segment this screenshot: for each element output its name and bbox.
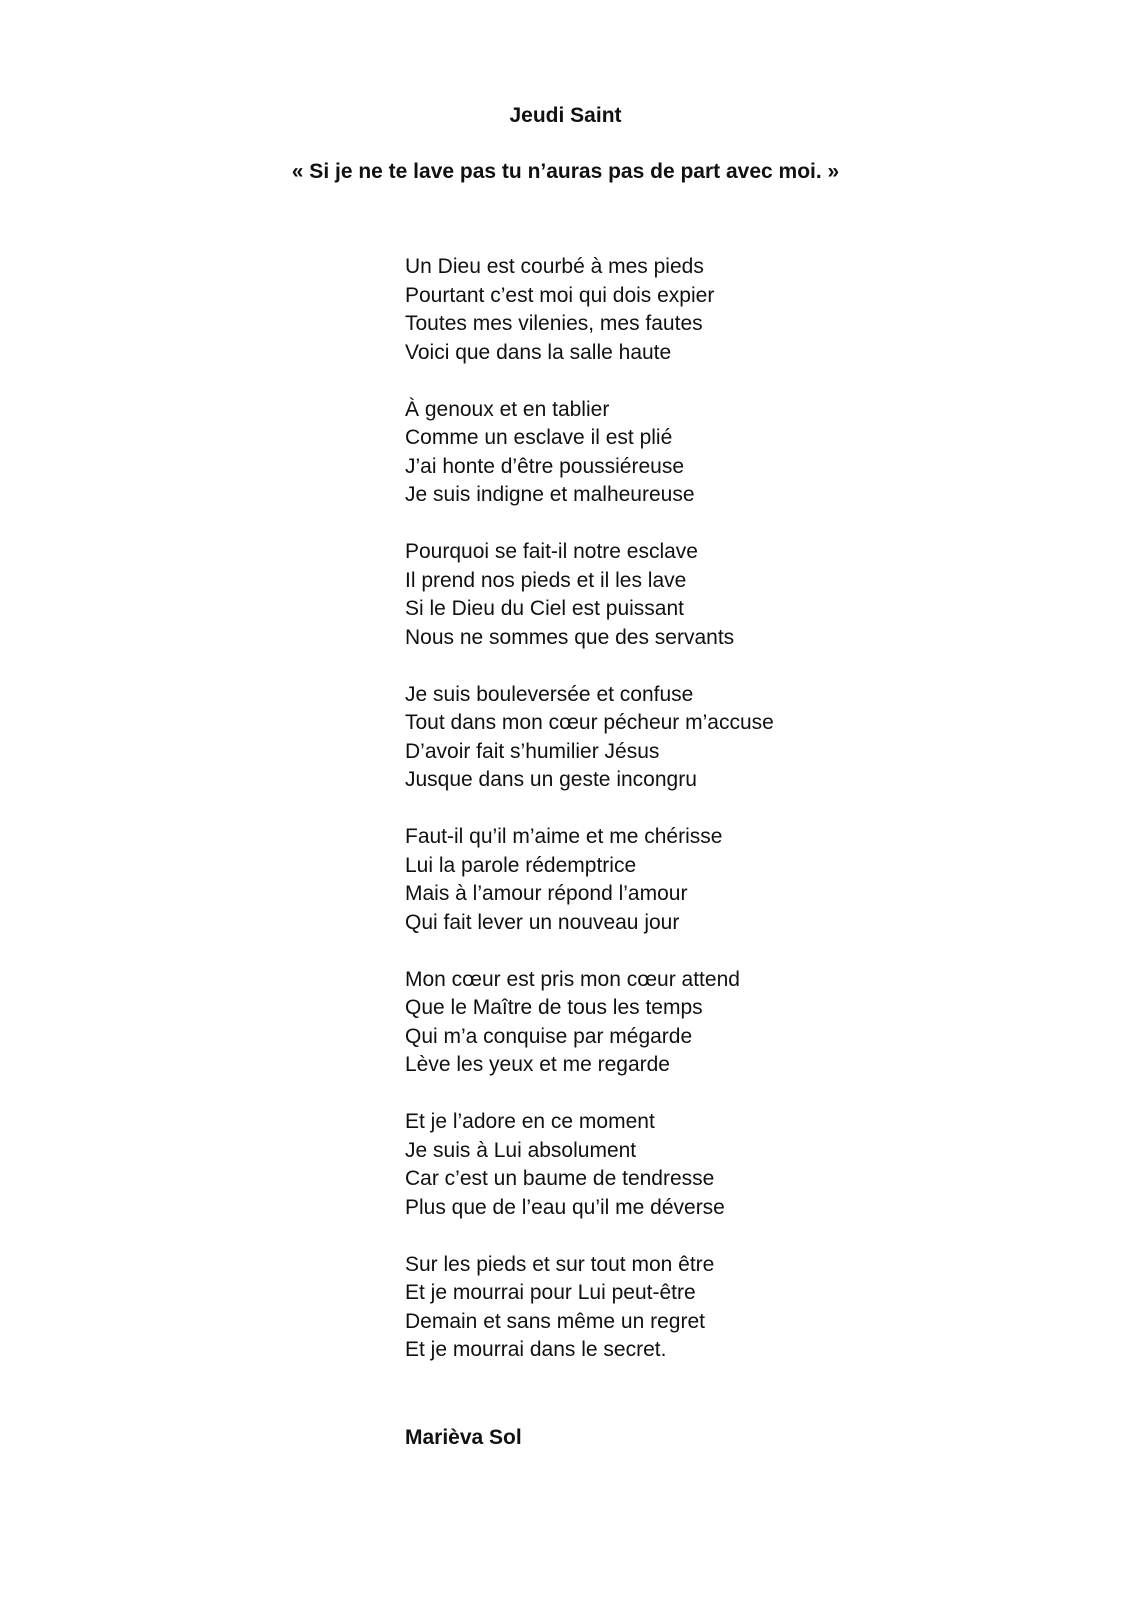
verse-line: Demain et sans même un regret [405,1309,705,1333]
stanza [405,396,1045,510]
verse-line: Et je mourrai dans le secret. [405,1338,667,1361]
verse-line: Faut-il qu’il m’aime et me chérisse [405,825,723,848]
verse-line: Je suis indigne et malheureuse [405,483,695,506]
stanza [405,823,1045,937]
verse-line: Jusque dans un geste incongru [405,768,697,791]
stanza [405,966,1045,1080]
verse-line: Il prend nos pieds et il les lave [405,568,687,592]
author-signature: Marièva Sol [405,1426,522,1449]
verse-line: D’avoir fait s’humilier Jésus [405,739,660,763]
verse-line: Je suis bouleversée et confuse [405,682,694,706]
verse-line: Qui fait lever un nouveau jour [405,910,680,934]
stanza [405,1251,1045,1365]
verse-line: Car c’est un baume de tendresse [405,1167,715,1190]
verse-line: Je suis à Lui absolument [405,1138,637,1162]
verse-line: Comme un esclave il est plié [405,426,673,449]
verse-line: Et je l’adore en ce moment [405,1110,655,1133]
stanza [405,1108,1045,1222]
verse-line: Lui la parole rédemptrice [405,853,637,877]
verse-line: Qui m’a conquise par mégarde [405,1024,693,1048]
stanza [405,538,1045,652]
verse-line: J’ai honte d’être poussiéreuse [405,454,685,478]
verse-line: Plus que de l’eau qu’il me déverse [405,1195,725,1219]
poem-title: Jeudi Saint [509,104,622,127]
verse-line: Pourquoi se fait-il notre esclave [405,540,698,563]
verse-line: Toutes mes vilenies, mes fautes [405,312,703,335]
verse-line: Nous ne sommes que des servants [405,625,735,649]
verse-line: Et je mourrai pour Lui peut-être [405,1281,696,1304]
verse-line: Mais à l’amour répond l’amour [405,882,688,905]
verse-line: Voici que dans la salle haute [405,340,672,364]
verse-line: Sur les pieds et sur tout mon être [405,1252,715,1276]
stanza [405,253,1045,367]
verse-line: Si le Dieu du Ciel est puissant [405,597,684,620]
verse-line: Mon cœur est pris mon cœur attend [405,967,740,991]
verse-line: Pourtant c’est moi qui dois expier [405,283,715,307]
poem-body [405,253,1045,1393]
verse-line: Que le Maître de tous les temps [405,996,703,1019]
verse-line: À genoux et en tablier [405,397,610,421]
epigraph: « Si je ne te lave pas tu n’auras pas de part avec moi. » [291,160,840,183]
stanza [405,681,1045,795]
verse-line: Lève les yeux et me regarde [405,1053,670,1076]
verse-line: Tout dans mon cœur pécheur m’accuse [405,711,774,734]
verse-line: Un Dieu est courbé à mes pieds [405,255,704,278]
